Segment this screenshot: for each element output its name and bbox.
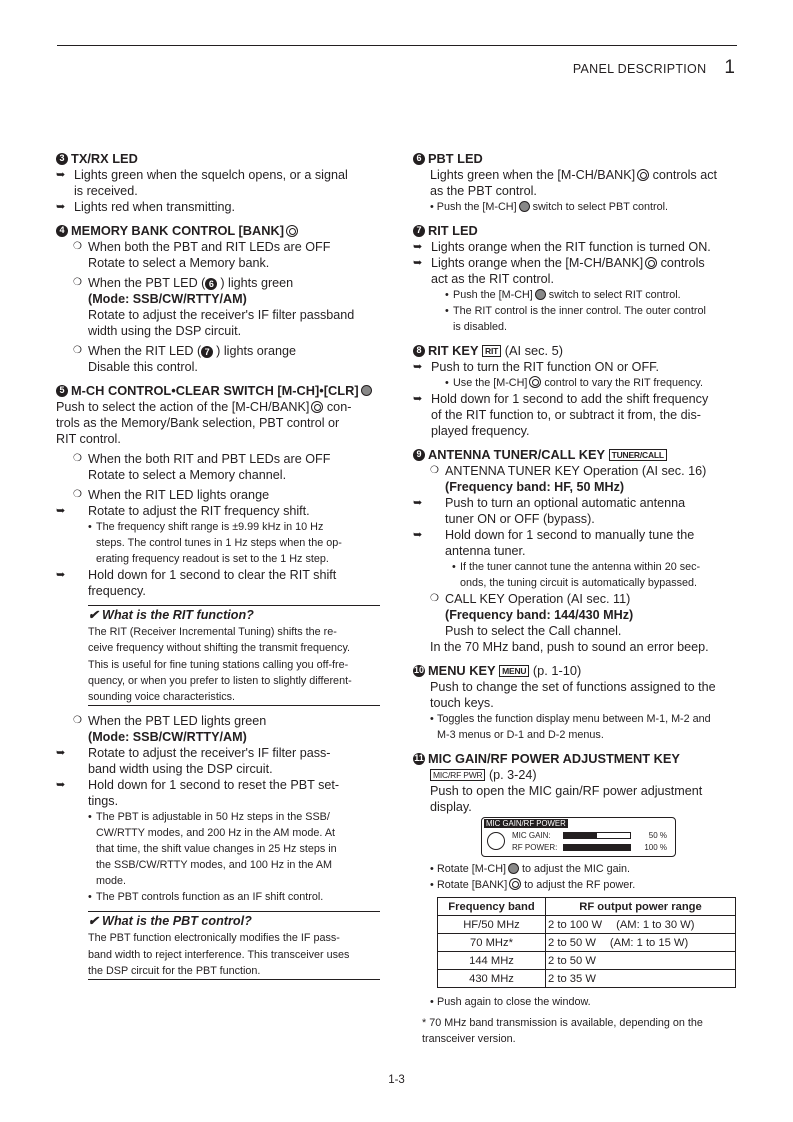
section-heading: PBT LED xyxy=(428,151,483,166)
section-heading: MIC GAIN/RF POWER ADJUSTMENT KEY xyxy=(428,751,680,766)
text: tings. xyxy=(88,794,119,809)
number-badge-icon: 7 xyxy=(413,225,425,237)
knob-icon xyxy=(286,225,298,237)
text: switch to select PBT control. xyxy=(529,201,669,213)
knob-icon xyxy=(509,878,521,890)
button-icon xyxy=(535,289,546,300)
number-badge-icon: 11 xyxy=(414,753,424,763)
footnote xyxy=(413,1015,738,1047)
line: quency, or when you prefer to listen to slightly different- xyxy=(88,674,352,687)
band-cell: 430 MHz xyxy=(438,970,546,988)
section-title xyxy=(56,222,380,239)
range-cell xyxy=(546,970,736,988)
range-cell xyxy=(546,934,736,952)
text: erating frequency readout is set to the 1 Hz step. xyxy=(96,553,329,565)
text: ANTENNA TUNER KEY Operation (AI sec. 16) xyxy=(445,464,707,478)
button-icon xyxy=(508,863,519,874)
text: Rotate to adjust the receiver's IF filter pass- xyxy=(88,746,331,761)
section-title xyxy=(413,150,738,167)
section-title xyxy=(413,222,738,239)
mic-rf-display xyxy=(481,817,676,857)
sub-bullet: • Push again to close the window. xyxy=(430,996,591,1008)
option xyxy=(413,463,738,495)
header-rule xyxy=(57,45,737,46)
mic-gain-label: MIC GAIN: xyxy=(512,831,551,840)
bullet xyxy=(56,199,380,215)
section-heading: M-CH CONTROL•CLEAR SWITCH [M-CH]•[CLR] xyxy=(71,383,359,398)
text: transceiver version. xyxy=(422,1033,516,1045)
text: When the PBT LED lights green xyxy=(88,714,267,729)
text: frequency. xyxy=(88,584,146,598)
info-box xyxy=(88,605,380,706)
page-number: 1-3 xyxy=(388,1074,405,1086)
knob-icon xyxy=(645,257,657,269)
text: RIT control. xyxy=(56,432,121,446)
band-cell: HF/50 MHz xyxy=(438,916,546,934)
text: Lights orange when the [M-CH/BANK] xyxy=(431,256,644,270)
sub-bullet: • Toggles the function display menu between M-1, M-2 and M-3 menus or D-1 and D-2 menus. xyxy=(430,713,711,741)
text: Hold down for 1 second to manually tune the xyxy=(445,528,695,542)
band-cell: 144 MHz xyxy=(438,952,546,970)
text: Toggles the function display menu between M-1, M-2 and xyxy=(437,713,711,725)
reference: (p. 1-10) xyxy=(532,663,582,678)
rf-power-label: RF POWER: xyxy=(512,843,558,852)
text: Hold down for 1 second to add the shift frequency xyxy=(431,392,709,406)
info-box-text xyxy=(88,624,380,705)
table-row xyxy=(438,970,736,988)
text: Rotate to adjust the receiver's IF filter passband xyxy=(88,308,355,322)
line: sounding voice characteristics. xyxy=(88,691,236,704)
text: width using the DSP circuit. xyxy=(88,324,242,338)
table-row xyxy=(438,952,736,970)
option xyxy=(56,275,380,339)
sub-bullet xyxy=(56,809,380,889)
sub-bullet xyxy=(413,287,738,303)
sub-bullet xyxy=(56,519,380,567)
text: band width using the DSP circuit. xyxy=(88,762,273,777)
option xyxy=(56,487,380,503)
text: Lights orange when the RIT function is turned ON. xyxy=(431,240,711,254)
sub-bullet: • Push the [M-CH] switch to select PBT control. xyxy=(430,201,669,213)
number-badge-icon: 8 xyxy=(413,345,425,357)
text: onds, the tuning circuit is automatically bypassed. xyxy=(460,577,698,589)
section-heading: RIT LED xyxy=(428,223,478,238)
option xyxy=(56,239,380,271)
mic-rf-pwr-key-icon: MIC/RF PWR xyxy=(430,769,485,781)
paragraph xyxy=(413,679,738,711)
button-icon xyxy=(361,385,372,396)
mic-gain-bar xyxy=(563,832,631,839)
text: controls act xyxy=(649,168,717,182)
text: trols as the Memory/Bank selection, PBT control or xyxy=(56,416,340,430)
text: antenna tuner. xyxy=(445,544,526,558)
line: band width to reject interference. This transceiver uses xyxy=(88,948,350,961)
text: controls xyxy=(657,256,705,270)
text: is disabled. xyxy=(453,321,508,333)
text: Push to open the MIC gain/RF power adjustment xyxy=(430,784,703,798)
range-value: 2 to 50 W xyxy=(548,936,596,949)
bullet xyxy=(413,359,738,375)
reference: (p. 3-24) xyxy=(488,768,537,782)
section-heading: TX/RX LED xyxy=(71,151,138,166)
text: Push to change the set of functions assigned to the xyxy=(430,680,716,694)
text: Push to turn an optional automatic antenna xyxy=(445,496,686,510)
paragraph xyxy=(413,639,738,655)
text: Hold down for 1 second to reset the PBT set- xyxy=(88,778,340,793)
dial-icon xyxy=(487,832,505,850)
range-value: 2 to 50 W xyxy=(548,954,596,967)
menu-key-icon: MENU xyxy=(499,665,529,677)
paragraph xyxy=(413,767,738,815)
line: ceive frequency without shifting the transmit frequency. xyxy=(88,642,351,655)
tuner-call-key-icon: TUNER/CALL xyxy=(609,449,667,461)
mode-label: (Mode: SSB/CW/RTTY/AM) xyxy=(88,292,247,306)
text: M-3 menus or D-1 and D-2 menus. xyxy=(437,729,604,741)
text: display. xyxy=(430,800,472,814)
sub-bullet xyxy=(56,889,380,905)
line: The RIT (Receiver Incremental Tuning) shifts the re- xyxy=(88,626,337,638)
mic-gain-percent: 50 % xyxy=(648,831,667,840)
text: Push to select the Call channel. xyxy=(445,624,622,638)
info-box-title: ✔ What is the PBT control? xyxy=(88,914,252,929)
bullet xyxy=(56,567,380,599)
text: When the PBT LED ( xyxy=(88,276,206,290)
right-column xyxy=(413,150,738,1047)
text: Hold down for 1 second to clear the RIT shift xyxy=(88,568,337,582)
table-header: Frequency band xyxy=(438,898,546,916)
text: Rotate [M-CH] xyxy=(437,863,506,875)
table-row xyxy=(438,934,736,952)
line: The PBT function electronically modifies the IF pass- xyxy=(88,932,340,945)
text: con- xyxy=(323,400,352,414)
bullet xyxy=(413,527,738,559)
text: touch keys. xyxy=(430,696,494,710)
table-row xyxy=(438,916,736,934)
text: Lights green when the [M-CH/BANK] xyxy=(430,168,636,182)
band-label: (Frequency band: HF, 50 MHz) xyxy=(445,480,625,494)
text: If the tuner cannot tune the antenna within 20 sec- xyxy=(460,561,701,573)
text: act as the RIT control. xyxy=(431,272,554,286)
info-box xyxy=(88,911,380,980)
text: When both the PBT and RIT LEDs are OFF xyxy=(88,240,331,254)
range-value: 2 to 100 W xyxy=(548,918,603,931)
number-badge-icon: 6 xyxy=(205,278,217,290)
text: The frequency shift range is ±9.99 kHz in 10 Hz xyxy=(96,521,324,533)
knob-icon xyxy=(637,169,649,181)
header-title: PANEL DESCRIPTION xyxy=(572,62,707,76)
text: Rotate to select a Memory channel. xyxy=(88,468,287,482)
text: ) lights orange xyxy=(216,344,296,358)
text: Disable this control. xyxy=(88,360,198,374)
rit-key-icon: RIT xyxy=(482,345,501,357)
text: The RIT control is the inner control. The outer control xyxy=(453,305,706,317)
text: played frequency. xyxy=(431,424,530,438)
bullet xyxy=(413,239,738,255)
text: Rotate [BANK] xyxy=(437,879,508,891)
text: Push to select the action of the [M-CH/BANK] xyxy=(56,400,310,414)
band-cell: 70 MHz* xyxy=(438,934,546,952)
text: Lights red when transmitting. xyxy=(74,200,236,214)
number-badge-icon: 5 xyxy=(56,385,68,397)
text: When the RIT LED ( xyxy=(88,344,202,358)
bullet xyxy=(56,167,380,199)
text: Push again to close the window. xyxy=(437,996,591,1008)
reference: (AI sec. 5) xyxy=(504,343,564,358)
chapter-number: 1 xyxy=(724,57,735,78)
section-title xyxy=(413,750,738,767)
number-badge-icon: 3 xyxy=(56,153,68,165)
text: steps. The control tunes in 1 Hz steps when the op- xyxy=(96,537,342,549)
sub-bullet: • Rotate [BANK] to adjust the RF power. xyxy=(430,879,636,891)
paragraph xyxy=(56,399,380,447)
bullet xyxy=(56,745,380,777)
range-value: 2 to 35 W xyxy=(548,972,596,985)
display-title: MIC GAIN/RF POWER xyxy=(486,819,566,828)
bullet xyxy=(413,391,738,439)
option xyxy=(56,451,380,483)
left-column xyxy=(56,150,380,980)
number-badge-icon: 6 xyxy=(413,153,425,165)
number-badge-icon: 4 xyxy=(56,225,68,237)
text: as the PBT control. xyxy=(430,184,537,198)
option xyxy=(413,591,738,639)
section-title xyxy=(413,662,738,679)
bullet xyxy=(56,777,380,809)
text: ) lights green xyxy=(220,276,294,290)
text: tuner ON or OFF (bypass). xyxy=(445,512,595,526)
rf-power-fill xyxy=(564,845,630,850)
number-badge-icon: 10 xyxy=(413,665,424,675)
section-heading: RIT KEY xyxy=(428,343,479,358)
section-title xyxy=(56,382,380,399)
section-title xyxy=(56,150,380,167)
text: switch to select RIT control. xyxy=(545,289,681,301)
page-header xyxy=(572,57,735,78)
text: is received. xyxy=(74,184,138,198)
button-icon xyxy=(519,201,530,212)
am-value: (AM: 1 to 30 W) xyxy=(616,918,695,931)
bullet xyxy=(56,503,380,519)
text: Push to turn the RIT function ON or OFF. xyxy=(431,360,659,374)
option xyxy=(56,343,380,375)
text: to adjust the MIC gain. xyxy=(519,863,631,875)
text: Rotate to adjust the RIT frequency shift. xyxy=(88,504,310,518)
bullet xyxy=(413,495,738,527)
table-header: RF output power range xyxy=(546,898,736,916)
text: Lights green when the squelch opens, or a signal xyxy=(74,168,348,182)
section-title xyxy=(413,342,738,359)
info-box-title: ✔ What is the RIT function? xyxy=(88,608,254,622)
text: In the 70 MHz band, push to sound an error beep. xyxy=(430,640,709,654)
rf-power-bar xyxy=(563,844,631,851)
rf-power-percent: 100 % xyxy=(644,843,667,852)
paragraph xyxy=(413,167,738,199)
line: mode. xyxy=(96,875,127,888)
text: Push the [M-CH] xyxy=(436,201,517,213)
text: CALL KEY Operation (AI sec. 11) xyxy=(445,592,631,606)
number-badge-icon: 7 xyxy=(201,346,213,358)
bullet xyxy=(413,255,738,287)
mic-gain-fill xyxy=(564,833,597,838)
sub-bullet: • If the tuner cannot tune the antenna within 20 sec- onds, the tuning circuit is automatically bypassed. xyxy=(452,561,701,589)
sub-bullet xyxy=(413,375,738,391)
text: Use the [M-CH] xyxy=(453,377,528,389)
sub-bullet: • Rotate [M-CH] to adjust the MIC gain. xyxy=(430,863,631,875)
am-value: (AM: 1 to 15 W) xyxy=(609,936,689,949)
text: When the both RIT and PBT LEDs are OFF xyxy=(88,452,331,466)
line: the SSB/CW/RTTY modes, and 100 Hz in the AM xyxy=(96,859,333,872)
text: control to vary the RIT frequency. xyxy=(541,377,704,389)
option xyxy=(56,713,380,745)
line: • The PBT is adjustable in 50 Hz steps in the SSB/ xyxy=(96,811,330,824)
text: When the RIT LED lights orange xyxy=(88,488,270,502)
text: The PBT controls function as an IF shift control. xyxy=(96,891,324,904)
range-cell xyxy=(546,916,736,934)
section-title xyxy=(413,446,738,463)
number-badge-icon: 9 xyxy=(413,449,425,461)
section-heading: ANTENNA TUNER/CALL KEY xyxy=(428,447,606,462)
text: * 70 MHz band transmission is available, depending on the xyxy=(422,1017,703,1029)
band-label: (Frequency band: 144/430 MHz) xyxy=(445,608,634,622)
info-box-text xyxy=(88,930,380,979)
knob-icon xyxy=(529,376,541,388)
line: the DSP circuit for the PBT function. xyxy=(88,965,261,978)
line: that time, the shift value changes in 25 Hz steps in xyxy=(96,843,337,856)
line: This is useful for fine tuning stations calling you off-fre- xyxy=(88,658,349,671)
sub-bullet xyxy=(413,303,738,335)
power-table xyxy=(437,897,736,988)
text: Push the [M-CH] xyxy=(453,289,533,301)
range-cell xyxy=(546,952,736,970)
mode-label: (Mode: SSB/CW/RTTY/AM) xyxy=(88,730,247,745)
section-heading: MEMORY BANK CONTROL [BANK] xyxy=(71,223,285,238)
section-heading: MENU KEY xyxy=(428,663,496,678)
text: to adjust the RF power. xyxy=(521,879,636,891)
knob-icon xyxy=(311,401,323,413)
text: of the RIT function to, or subtract it from, the dis- xyxy=(431,408,701,422)
text: Rotate to select a Memory bank. xyxy=(88,256,270,270)
line: CW/RTTY modes, and 200 Hz in the AM mode. At xyxy=(96,827,336,840)
